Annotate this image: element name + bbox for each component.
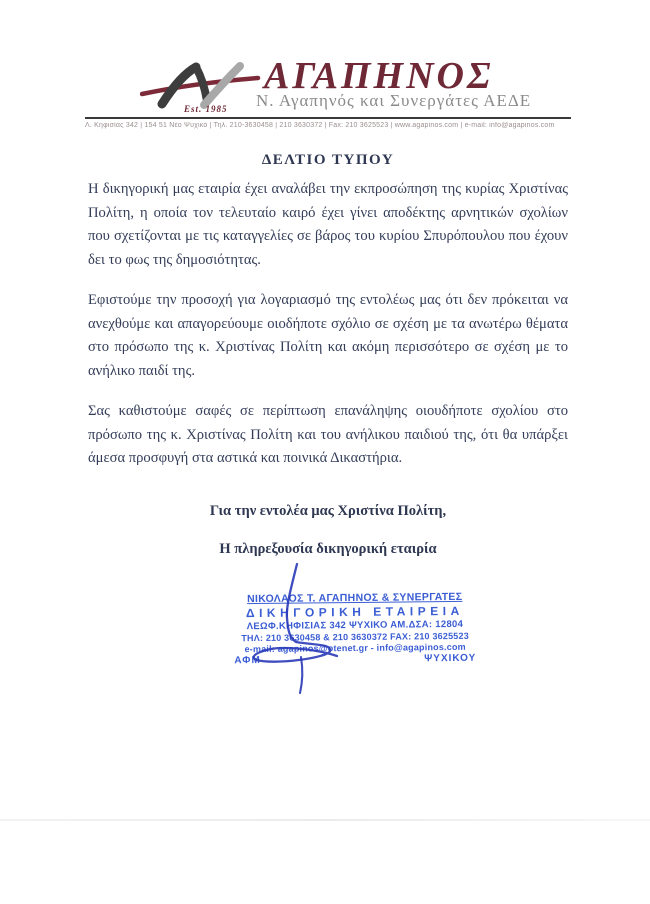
body-paragraph-2: Εφιστούμε την προσοχή για λογαριασμό της εντολέως μας ότι δεν πρόκειται να ανεχθούμε και απαγορεύουμε οιοδήποτε σχόλιο σε σχέση με τα ανωτέρω θέματα στο πρόσωπο της κ. Χριστίνας Πολίτη και ακόμη περισσότερο σε σχέση με το ανήλικο παιδί της. — [88, 292, 568, 379]
stamp-address: ΛΕΩΦ.ΚΗΦΙΣΙΑΣ 342 ΨΥΧΙΚΟ ΑΜ.ΔΣΑ: 12804 — [246, 618, 464, 633]
stamp-tax-office: ΨΥΧΙΚΟΥ — [424, 652, 477, 665]
stamp-firm-name: ΝΙΚΟΛΑΟΣ Τ. ΑΓΑΠΗΝΟΣ & ΣΥΝΕΡΓΑΤΕΣ — [246, 590, 463, 606]
established-label: Est. 1985 — [184, 104, 228, 114]
closing-line-client: Για την εντολέα μας Χριστίνα Πολίτη, — [209, 503, 447, 519]
stamp-afm-label: ΑΦΜ — [234, 654, 261, 667]
body-text — [88, 178, 568, 488]
brand-wordmark: ΑΓΑΠΗΝΟΣ — [264, 55, 494, 97]
scan-crease-line — [0, 819, 650, 821]
handwritten-signature — [243, 556, 355, 696]
firm-subtitle: Ν. Αγαπηνός και Συνεργάτες ΑΕΔΕ — [256, 91, 532, 110]
body-paragraph-1: Η δικηγορική μας εταιρία έχει αναλάβει την εκπροσώπηση της κυρίας Χριστίνας Πολίτη, η οποία τον τελευταίο καιρό έχει γίνει αποδέκτης αρνητικών σχολίων που σχετίζονται με τις καταγγελίες σε βάρος του κυρίου Σπυρόπουλου που έχουν δει το φως της δημοσιότητας. — [88, 181, 568, 268]
stamp-email: e-mail: agapinos@otenet.gr - info@agapinos.com — [244, 641, 466, 655]
letterhead-contact-line: Λ. Κηφισίας 342 | 154 51 Νέο Ψυχικό | Τηλ. 210-3630458 | 210 3630372 | Fax: 210 3625523 | www.agapinos.com | e-mail: info@agapinos.com — [85, 122, 555, 129]
header-divider — [85, 117, 571, 119]
body-paragraph-3: Σας καθιστούμε σαφές σε περίπτωση επανάληψης οιουδήποτε σχολίου στο πρόσωπο της κ. Χριστίνας Πολίτη και του ανήλικου παιδιού της, ότι θα υπάρξει άμεσα προσφυγή στα αστικά και ποινικά Δικαστήρια. — [88, 403, 568, 466]
stamp-firm-type: ΔΙΚΗΓΟΡΙΚΗ ΕΤΑΙΡΕΙΑ — [245, 603, 464, 621]
press-release-title: ΔΕΛΤΙΟ ΤΥΠΟΥ — [261, 152, 395, 168]
closing-line-firm: Η πληρεξουσία δικηγορική εταιρία — [219, 541, 437, 557]
stamp-phones: ΤΗΛ: 210 3630458 & 210 3630372 FAX: 210 3625523 — [241, 630, 469, 644]
